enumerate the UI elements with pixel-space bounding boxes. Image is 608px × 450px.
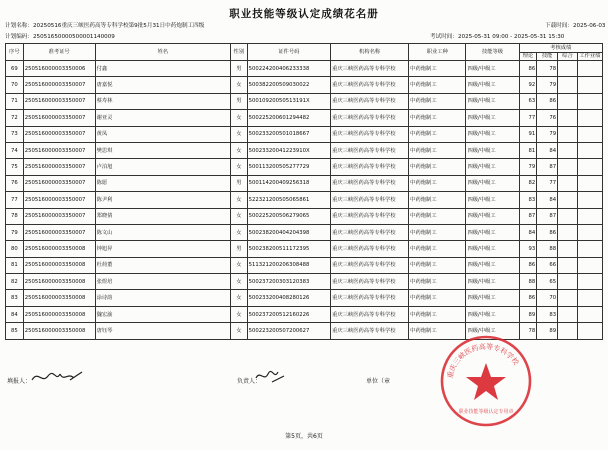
row-org: 重庆三峡医药高等专科学校	[331, 77, 409, 93]
owner-label: 负责人：	[237, 378, 262, 385]
table-body	[6, 61, 603, 340]
row-seq: 73	[6, 126, 24, 142]
row-overall	[558, 93, 578, 109]
table-row	[6, 274, 603, 290]
row-overall	[558, 257, 578, 273]
row-name: 付鑫	[95, 61, 230, 77]
row-id: 500225200601294482	[247, 110, 330, 126]
row-org: 重庆三峡医药高等专科学校	[331, 274, 409, 290]
row-job: 中药炮制工	[409, 159, 466, 175]
row-level: 四级/中级工	[466, 93, 519, 109]
row-ticket: 250516000003350007	[23, 208, 95, 224]
row-sex: 男	[231, 93, 248, 109]
row-overall	[558, 192, 578, 208]
table-row	[6, 224, 603, 240]
row-skill: 86	[537, 224, 558, 240]
row-id: 500114200409256318	[247, 175, 330, 191]
row-work	[577, 77, 602, 93]
row-sex: 男	[231, 241, 248, 257]
row-name: 卢泊旭	[95, 159, 230, 175]
row-job: 中药炮制工	[409, 257, 466, 273]
row-work	[577, 257, 602, 273]
row-id: 500224200406233338	[247, 61, 330, 77]
header-org: 机构名称	[331, 44, 409, 61]
row-skill: 89	[537, 323, 558, 339]
header-work: 工作业绩	[579, 53, 601, 60]
row-overall	[558, 126, 578, 142]
row-seq: 84	[6, 306, 24, 322]
row-job: 中药炮制工	[409, 290, 466, 306]
row-org: 重庆三峡医药高等专科学校	[331, 208, 409, 224]
header-scores-group: 考核成绩	[519, 44, 602, 53]
row-work	[577, 192, 602, 208]
row-id: 500237200512160226	[247, 306, 330, 322]
row-skill: 76	[537, 110, 558, 126]
plan-code: 计划编码：25051650000500001140009	[5, 34, 115, 40]
row-theory: 82	[519, 175, 537, 191]
row-seq: 80	[6, 241, 24, 257]
table-row	[6, 93, 603, 109]
row-ticket: 250516000003350007	[23, 192, 95, 208]
table-row	[6, 208, 603, 224]
row-skill: 84	[537, 192, 558, 208]
row-sex: 女	[231, 126, 248, 142]
table-row	[6, 110, 603, 126]
row-level: 四级/中级工	[466, 192, 519, 208]
row-theory: 78	[519, 323, 537, 339]
header-overall: 综合	[558, 52, 578, 61]
row-work	[577, 93, 602, 109]
row-name: 唐嘉悦	[95, 77, 230, 93]
unit-label: 单位（章	[366, 378, 391, 385]
row-job: 中药炮制工	[409, 61, 466, 77]
row-overall	[558, 175, 578, 191]
row-id: 50023320041223910X	[247, 142, 330, 158]
row-theory: 92	[519, 77, 537, 93]
row-seq: 85	[6, 323, 24, 339]
row-level: 四级/中级工	[466, 175, 519, 191]
row-skill: 87	[537, 208, 558, 224]
row-ticket: 250516000003350007	[23, 142, 95, 158]
row-sex: 女	[231, 323, 248, 339]
row-level: 四级/中级工	[466, 323, 519, 339]
table-header	[6, 44, 603, 61]
row-skill: 77	[537, 175, 558, 191]
row-theory: 77	[519, 110, 537, 126]
row-name: 陈愿	[95, 175, 230, 191]
row-seq: 82	[6, 274, 24, 290]
table-row	[6, 159, 603, 175]
row-org: 重庆三峡医药高等专科学校	[331, 224, 409, 240]
row-seq: 83	[6, 290, 24, 306]
row-id: 500382200509030022	[247, 77, 330, 93]
row-job: 中药炮制工	[409, 126, 466, 142]
row-skill: 86	[537, 93, 558, 109]
row-seq: 72	[6, 110, 24, 126]
row-org: 重庆三峡医药高等专科学校	[331, 159, 409, 175]
row-sex: 女	[231, 208, 248, 224]
row-seq: 77	[6, 192, 24, 208]
row-name: 杜荷董	[95, 257, 230, 273]
row-job: 中药炮制工	[409, 274, 466, 290]
row-skill: 79	[537, 126, 558, 142]
row-work	[577, 142, 602, 158]
row-skill: 79	[537, 77, 558, 93]
row-ticket: 250516000003350007	[23, 126, 95, 142]
row-name: 陈文山	[95, 224, 230, 240]
row-overall	[558, 208, 578, 224]
row-theory: 86	[519, 61, 537, 77]
row-work	[577, 274, 602, 290]
table-row	[6, 126, 603, 142]
table-row	[6, 142, 603, 158]
row-org: 重庆三峡医药高等专科学校	[331, 175, 409, 191]
row-level: 四级/中级工	[466, 274, 519, 290]
table-row	[6, 192, 603, 208]
row-seq: 71	[6, 93, 24, 109]
row-theory: 91	[519, 126, 537, 142]
row-name: 蔡寿林	[95, 93, 230, 109]
row-overall	[558, 77, 578, 93]
row-ticket: 250516000003350008	[23, 290, 95, 306]
row-skill: 70	[537, 290, 558, 306]
row-overall	[558, 159, 578, 175]
row-level: 四级/中级工	[466, 257, 519, 273]
table-row	[6, 61, 603, 77]
row-theory: 89	[519, 306, 537, 322]
row-ticket: 250516000003350007	[23, 224, 95, 240]
row-skill: 83	[537, 306, 558, 322]
row-level: 四级/中级工	[466, 77, 519, 93]
page-number: 第5页，共6页	[285, 433, 323, 440]
row-work	[577, 126, 602, 142]
row-theory: 87	[519, 208, 537, 224]
row-work	[577, 175, 602, 191]
row-seq: 76	[6, 175, 24, 191]
header-seq: 序号	[6, 44, 24, 61]
row-job: 中药炮制工	[409, 192, 466, 208]
owner-signature	[254, 368, 288, 386]
row-sex: 女	[231, 274, 248, 290]
header-skill: 技能	[537, 52, 558, 61]
table-row	[6, 77, 603, 93]
row-id: 500237200303120383	[247, 274, 330, 290]
row-work	[577, 306, 602, 322]
document-title: 职业技能等级认定成绩花名册	[229, 8, 379, 20]
row-skill: 78	[537, 61, 558, 77]
row-seq: 75	[6, 159, 24, 175]
row-theory: 93	[519, 241, 537, 257]
row-theory: 84	[519, 224, 537, 240]
row-org: 重庆三峡医药高等专科学校	[331, 93, 409, 109]
row-seq: 79	[6, 224, 24, 240]
row-org: 重庆三峡医药高等专科学校	[331, 61, 409, 77]
row-theory: 88	[519, 274, 537, 290]
row-sex: 女	[231, 110, 248, 126]
row-overall	[558, 142, 578, 158]
row-seq: 70	[6, 77, 24, 93]
row-name: 唐钰琴	[95, 323, 230, 339]
row-overall	[558, 61, 578, 77]
row-overall	[558, 110, 578, 126]
row-id: 500233200408280126	[247, 290, 330, 306]
row-seq: 78	[6, 208, 24, 224]
row-seq: 69	[6, 61, 24, 77]
row-work	[577, 323, 602, 339]
row-overall	[558, 274, 578, 290]
row-id: 511321200206308488	[247, 257, 330, 273]
row-id: 522321200505065861	[247, 192, 330, 208]
row-theory: 83	[519, 192, 537, 208]
row-sex: 女	[231, 192, 248, 208]
header-ticket: 准考证号	[23, 44, 95, 61]
row-ticket: 250516000003350007	[23, 175, 95, 191]
row-sex: 女	[231, 257, 248, 273]
row-job: 中药炮制工	[409, 323, 466, 339]
print-date: 下载时间：2025-06-03	[545, 23, 606, 29]
row-org: 重庆三峡医药高等专科学校	[331, 257, 409, 273]
row-org: 重庆三峡医药高等专科学校	[331, 290, 409, 306]
row-name: 郑晓倩	[95, 208, 230, 224]
row-sex: 女	[231, 224, 248, 240]
row-ticket: 250516000003350007	[23, 159, 95, 175]
row-org: 重庆三峡医药高等专科学校	[331, 241, 409, 257]
filler-label: 填报人：	[7, 378, 32, 385]
row-overall	[558, 290, 578, 306]
row-level: 四级/中级工	[466, 159, 519, 175]
row-ticket: 250516000003350008	[23, 241, 95, 257]
row-theory: 79	[519, 159, 537, 175]
row-level: 四级/中级工	[466, 224, 519, 240]
row-overall	[558, 306, 578, 322]
row-id: 500233200501018667	[247, 126, 330, 142]
row-sex: 女	[231, 306, 248, 322]
row-sex: 女	[231, 290, 248, 306]
row-work	[577, 110, 602, 126]
row-sex: 男	[231, 175, 248, 191]
row-job: 中药炮制工	[409, 224, 466, 240]
row-overall	[558, 241, 578, 257]
row-level: 四级/中级工	[466, 208, 519, 224]
row-job: 中药炮制工	[409, 241, 466, 257]
row-job: 中药炮制工	[409, 93, 466, 109]
row-level: 四级/中级工	[466, 61, 519, 77]
plan-name: 计划名称：20250516重庆三峡医药高等专科学校第9批5月31日中药炮制工四级	[5, 23, 205, 29]
row-ticket: 250516000003350006	[23, 61, 95, 77]
row-sex: 女	[231, 159, 248, 175]
row-work	[577, 159, 602, 175]
row-theory: 63	[519, 93, 537, 109]
header-theory: 理论	[519, 52, 537, 61]
row-skill: 65	[537, 274, 558, 290]
row-sex: 男	[231, 61, 248, 77]
row-level: 四级/中级工	[466, 142, 519, 158]
row-org: 重庆三峡医药高等专科学校	[331, 306, 409, 322]
row-job: 中药炮制工	[409, 306, 466, 322]
row-work	[577, 61, 602, 77]
row-seq: 81	[6, 257, 24, 273]
row-org: 重庆三峡医药高等专科学校	[331, 110, 409, 126]
row-id: 500238200404204398	[247, 224, 330, 240]
row-skill: 66	[537, 257, 558, 273]
row-id: 50010920050513191X	[247, 93, 330, 109]
row-org: 重庆三峡医药高等专科学校	[331, 323, 409, 339]
row-job: 中药炮制工	[409, 208, 466, 224]
row-job: 中药炮制工	[409, 142, 466, 158]
row-id: 500238200511172395	[247, 241, 330, 257]
row-theory: 81	[519, 142, 537, 158]
row-theory: 86	[519, 290, 537, 306]
row-name: 魏宏渝	[95, 306, 230, 322]
row-id: 500223200507200627	[247, 323, 330, 339]
header-level: 技能等级	[466, 44, 519, 61]
header-sex: 性别	[231, 44, 248, 61]
table-row	[6, 257, 603, 273]
row-ticket: 250516000003350007	[23, 93, 95, 109]
svg-text:重庆三峡医药高等专科学校: 重庆三峡医药高等专科学校	[446, 342, 521, 380]
row-work	[577, 290, 602, 306]
row-job: 中药炮制工	[409, 175, 466, 191]
row-ticket: 250516000003350008	[23, 257, 95, 273]
header-id: 证件号码	[247, 44, 330, 61]
row-skill: 87	[537, 159, 558, 175]
row-level: 四级/中级工	[466, 241, 519, 257]
header-name: 姓名	[95, 44, 230, 61]
filler-signature	[30, 368, 86, 386]
row-level: 四级/中级工	[466, 110, 519, 126]
row-level: 四级/中级工	[466, 290, 519, 306]
row-org: 重庆三峡医药高等专科学校	[331, 126, 409, 142]
row-name: 陈尹利	[95, 192, 230, 208]
row-org: 重庆三峡医药高等专科学校	[331, 192, 409, 208]
row-work	[577, 241, 602, 257]
row-name: 张煜培	[95, 274, 230, 290]
row-theory: 86	[519, 257, 537, 273]
row-name: 钟旭昇	[95, 241, 230, 257]
row-sex: 女	[231, 77, 248, 93]
row-seq: 74	[6, 142, 24, 158]
table-row	[6, 306, 603, 322]
row-overall	[558, 323, 578, 339]
row-id: 500225200506279065	[247, 208, 330, 224]
row-name: 谢亚灵	[95, 110, 230, 126]
exam-time: 考试时间：2025-05-31 09:00 - 2025-05-31 15:30	[430, 34, 565, 40]
row-name: 黄凤	[95, 126, 230, 142]
row-job: 中药炮制工	[409, 77, 466, 93]
row-id: 500113200505277729	[247, 159, 330, 175]
official-seal	[436, 333, 536, 429]
table-row	[6, 290, 603, 306]
row-level: 四级/中级工	[466, 126, 519, 142]
row-ticket: 250516000003350007	[23, 77, 95, 93]
row-level: 四级/中级工	[466, 306, 519, 322]
roster-table	[5, 43, 603, 340]
row-org: 重庆三峡医药高等专科学校	[331, 142, 409, 158]
row-job: 中药炮制工	[409, 110, 466, 126]
row-name: 樊思琪	[95, 142, 230, 158]
table-row	[6, 241, 603, 257]
row-sex: 女	[231, 142, 248, 158]
row-ticket: 250516000003350008	[23, 323, 95, 339]
table-row	[6, 175, 603, 191]
row-ticket: 250516000003350008	[23, 306, 95, 322]
svg-text:职业技能等级认定专用章: 职业技能等级认定专用章	[458, 409, 514, 415]
row-skill: 88	[537, 241, 558, 257]
row-work	[577, 224, 602, 240]
row-ticket: 250516000003350008	[23, 274, 95, 290]
row-skill: 84	[537, 142, 558, 158]
row-overall	[558, 224, 578, 240]
row-work	[577, 208, 602, 224]
row-name: 涂诗韵	[95, 290, 230, 306]
row-ticket: 250516000003350007	[23, 110, 95, 126]
header-job: 职业工种	[409, 44, 466, 61]
